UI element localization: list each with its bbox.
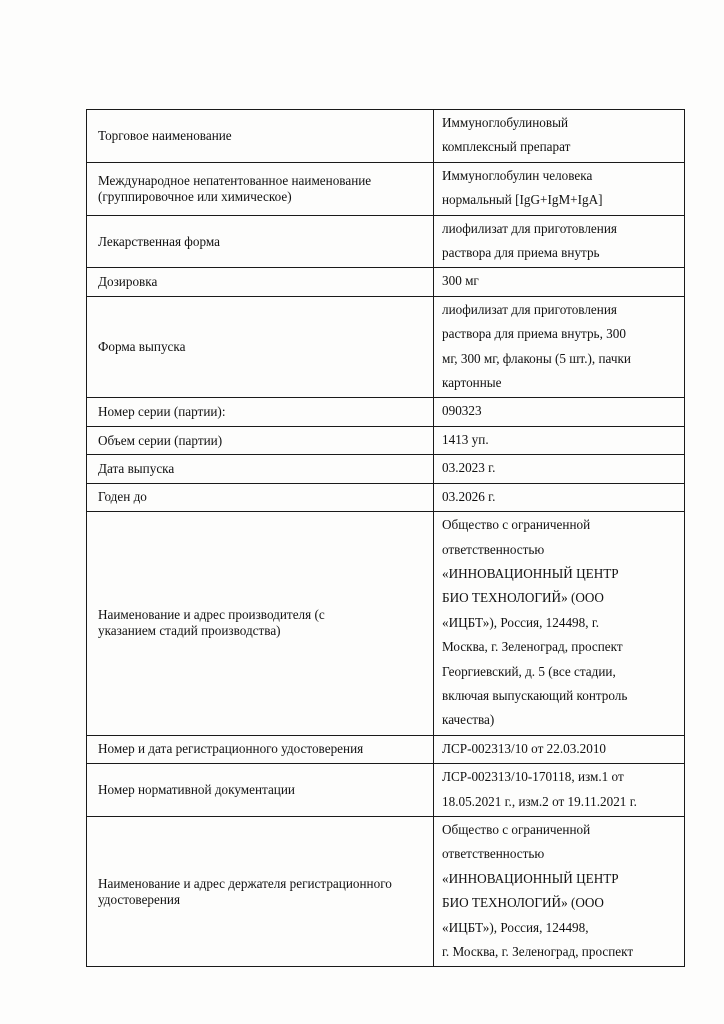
row-label [87, 398, 434, 426]
label-line: Номер серии (партии): [98, 404, 226, 420]
value-line: нормальный [IgG+IgM+IgA] [442, 192, 603, 208]
value-line: комплексный препарат [442, 139, 571, 155]
label-line: указанием стадий производства) [98, 623, 281, 639]
value-line: г. Москва, г. Зеленоград, проспект [442, 944, 634, 959]
value-line: Иммуноглобулиновый [442, 115, 569, 130]
table-row-registration-certificate [87, 735, 685, 763]
value-line: мг, 300 мг, флаконы (5 шт.), пачки [442, 350, 631, 366]
label-line: Торговое наименование [98, 127, 232, 143]
value-line: 03.2023 г. [442, 460, 496, 476]
label-line: Номер и дата регистрационного удостоверения [98, 741, 364, 757]
label-line: Объем серии (партии) [98, 432, 223, 448]
row-value [434, 215, 685, 268]
table-row-manufacturer [87, 512, 685, 736]
label-line: (группировочное или химическое) [98, 188, 292, 204]
value-line: «ИННОВАЦИОННЫЙ ЦЕНТР [442, 565, 619, 581]
label-line: Наименование и адрес производителя (с [98, 607, 325, 623]
value-line: Москва, г. Зеленоград, проспект [442, 639, 623, 655]
label-line: Международное непатентованное наименование [98, 172, 372, 188]
value-line: ЛСР-002313/10-170118, изм.1 от [442, 769, 624, 785]
value-line: раствора для приема внутрь, 300 [442, 326, 626, 342]
value-line: лиофилизат для приготовления [442, 301, 617, 317]
value-line: БИО ТЕХНОЛОГИЙ» (ООО [442, 895, 604, 911]
label-line: Номер нормативной документации [98, 782, 295, 798]
table-row-release-date [87, 455, 685, 483]
value-line: раствора для приема внутрь [442, 245, 600, 261]
label-line: Форма выпуска [98, 339, 186, 355]
value-line: картонные [442, 375, 502, 391]
row-label [87, 268, 434, 296]
row-value [434, 426, 685, 454]
value-line: Общество с ограниченной [442, 517, 591, 533]
row-value [434, 816, 685, 966]
row-label [87, 110, 434, 163]
row-label [87, 735, 434, 763]
table-row-normative-documentation [87, 764, 685, 817]
row-value [434, 162, 685, 215]
table-row-dosage-form [87, 215, 685, 268]
row-value [434, 296, 685, 398]
value-line: Общество с ограниченной [442, 821, 591, 837]
row-value [434, 110, 685, 163]
table-row-batch-number [87, 398, 685, 426]
value-line: Георгиевский, д. 5 (все стадии, [442, 663, 616, 679]
row-label [87, 426, 434, 454]
table-row-batch-volume [87, 426, 685, 454]
value-line: лиофилизат для приготовления [442, 220, 617, 236]
label-line: Дата выпуска [98, 460, 175, 476]
label-line: Наименование и адрес держателя регистрационного [98, 875, 392, 891]
table-row-expiry-date [87, 483, 685, 511]
row-value [434, 398, 685, 426]
table-row-dosage [87, 268, 685, 296]
label-line: Лекарственная форма [98, 233, 220, 249]
row-value [434, 764, 685, 817]
value-line: ответственностью [442, 541, 545, 557]
registration-info-table [86, 109, 685, 967]
row-label [87, 816, 434, 966]
row-label [87, 764, 434, 817]
row-value [434, 455, 685, 483]
label-line: Дозировка [98, 274, 158, 290]
table-row-certificate-holder [87, 816, 685, 966]
row-label [87, 455, 434, 483]
value-line: включая выпускающий контроль [442, 687, 628, 703]
value-line: БИО ТЕХНОЛОГИЙ» (ООО [442, 590, 604, 606]
table-row-trade-name [87, 110, 685, 163]
value-line: 03.2026 г. [442, 488, 496, 504]
value-line: «ИННОВАЦИОННЫЙ ЦЕНТР [442, 870, 619, 886]
row-label [87, 215, 434, 268]
value-line: 090323 [442, 403, 482, 419]
value-line: 18.05.2021 г., изм.2 от 19.11.2021 г. [442, 793, 637, 809]
row-label [87, 162, 434, 215]
row-value [434, 268, 685, 296]
row-value [434, 483, 685, 511]
row-value [434, 735, 685, 763]
value-line: «ИЦБТ»), Россия, 124498, г. [442, 614, 600, 630]
value-line: Иммуноглобулин человека [442, 167, 593, 183]
row-label [87, 483, 434, 511]
value-line: 300 мг [442, 273, 479, 289]
table-row-release-form [87, 296, 685, 398]
value-line: «ИЦБТ»), Россия, 124498, [442, 919, 589, 935]
row-label [87, 296, 434, 398]
row-label [87, 512, 434, 736]
value-line: качества) [442, 712, 495, 728]
label-line: удостоверения [98, 891, 181, 907]
value-line: ЛСР-002313/10 от 22.03.2010 [442, 740, 607, 756]
row-value [434, 512, 685, 736]
value-line: 1413 уп. [442, 431, 489, 447]
value-line: ответственностью [442, 846, 545, 862]
table-row-inn-name [87, 162, 685, 215]
label-line: Годен до [98, 489, 147, 505]
